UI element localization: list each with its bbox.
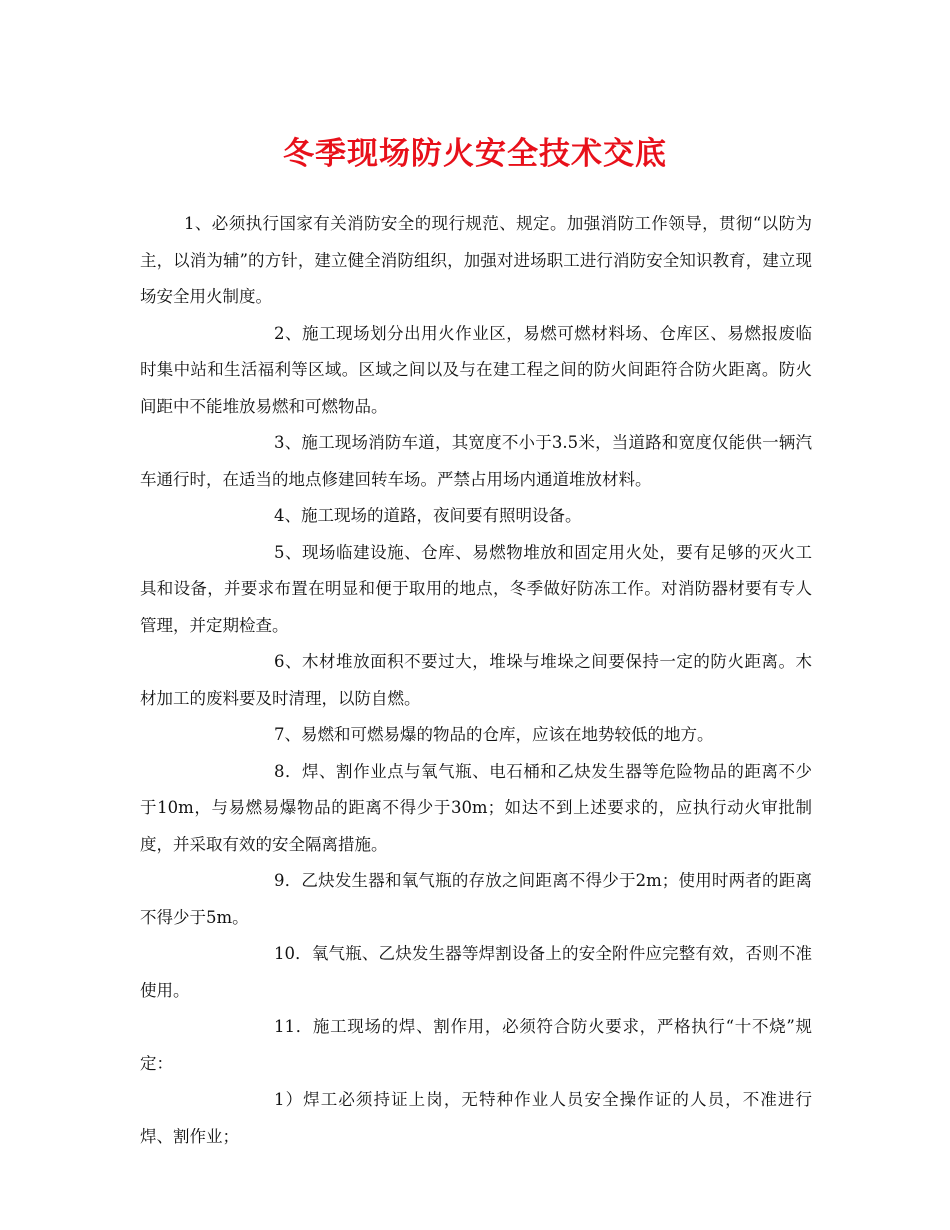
paragraph-6: 6、木材堆放面积不要过大，堆垛与堆垛之间要保持一定的防火距离。木材加工的废料要及时清理，以防自燃。	[140, 652, 812, 708]
paragraph-7: 7、易燃和可燃易爆的物品的仓库，应该在地势较低的地方。	[274, 725, 714, 744]
paragraph-2: 2、施工现场划分出用火作业区，易燃可燃材料场、仓库区、易燃报废临时集中站和生活福利等区域。区域之间以及与在建工程之间的防火间距符合防火距离。防火间距中不能堆放易燃和可燃物品。	[140, 323, 812, 416]
paragraph-12: 1）焊工必须持证上岗，无特种作业人员安全操作证的人员，不准进行焊、割作业；	[140, 1090, 812, 1146]
document-title: 冬季现场防火安全技术交底	[283, 136, 667, 172]
paragraph-4: 4、施工现场的道路，夜间要有照明设备。	[274, 506, 582, 525]
paragraph-3: 3、施工现场消防车道，其宽度不小于3.5米，当道路和宽度仅能供一辆汽车通行时，在适当的地点修建回转车场。严禁占用场内通道堆放材料。	[140, 433, 812, 489]
paragraph-5: 5、现场临建设施、仓库、易燃物堆放和固定用火处，要有足够的灭火工具和设备，并要求布置在明显和便于取用的地点，冬季做好防冻工作。对消防器材要有专人管理，并定期检查。	[140, 542, 812, 635]
paragraph-1: 1、必须执行国家有关消防安全的现行规范、规定。加强消防工作领导，贯彻“以防为主，以消为辅”的方针，建立健全消防组织，加强对进场职工进行消防安全知识教育，建立现场安全用火制度。	[140, 214, 812, 306]
paragraph-8: 8．焊、割作业点与氧气瓶、电石桶和乙炔发生器等危险物品的距离不少于10m，与易燃易爆物品的距离不得少于30m；如达不到上述要求的，应执行动火审批制度，并采取有效的安全隔离措施。	[140, 761, 812, 854]
paragraph-9: 9．乙炔发生器和氧气瓶的存放之间距离不得少于2m；使用时两者的距离不得少于5m。	[140, 871, 812, 927]
paragraph-11: 11．施工现场的焊、割作用，必须符合防火要求，严格执行“十不烧”规定：	[140, 1017, 812, 1073]
paragraph-10: 10．氧气瓶、乙炔发生器等焊割设备上的安全附件应完整有效，否则不准使用。	[140, 944, 812, 1000]
document-body	[140, 206, 812, 1155]
